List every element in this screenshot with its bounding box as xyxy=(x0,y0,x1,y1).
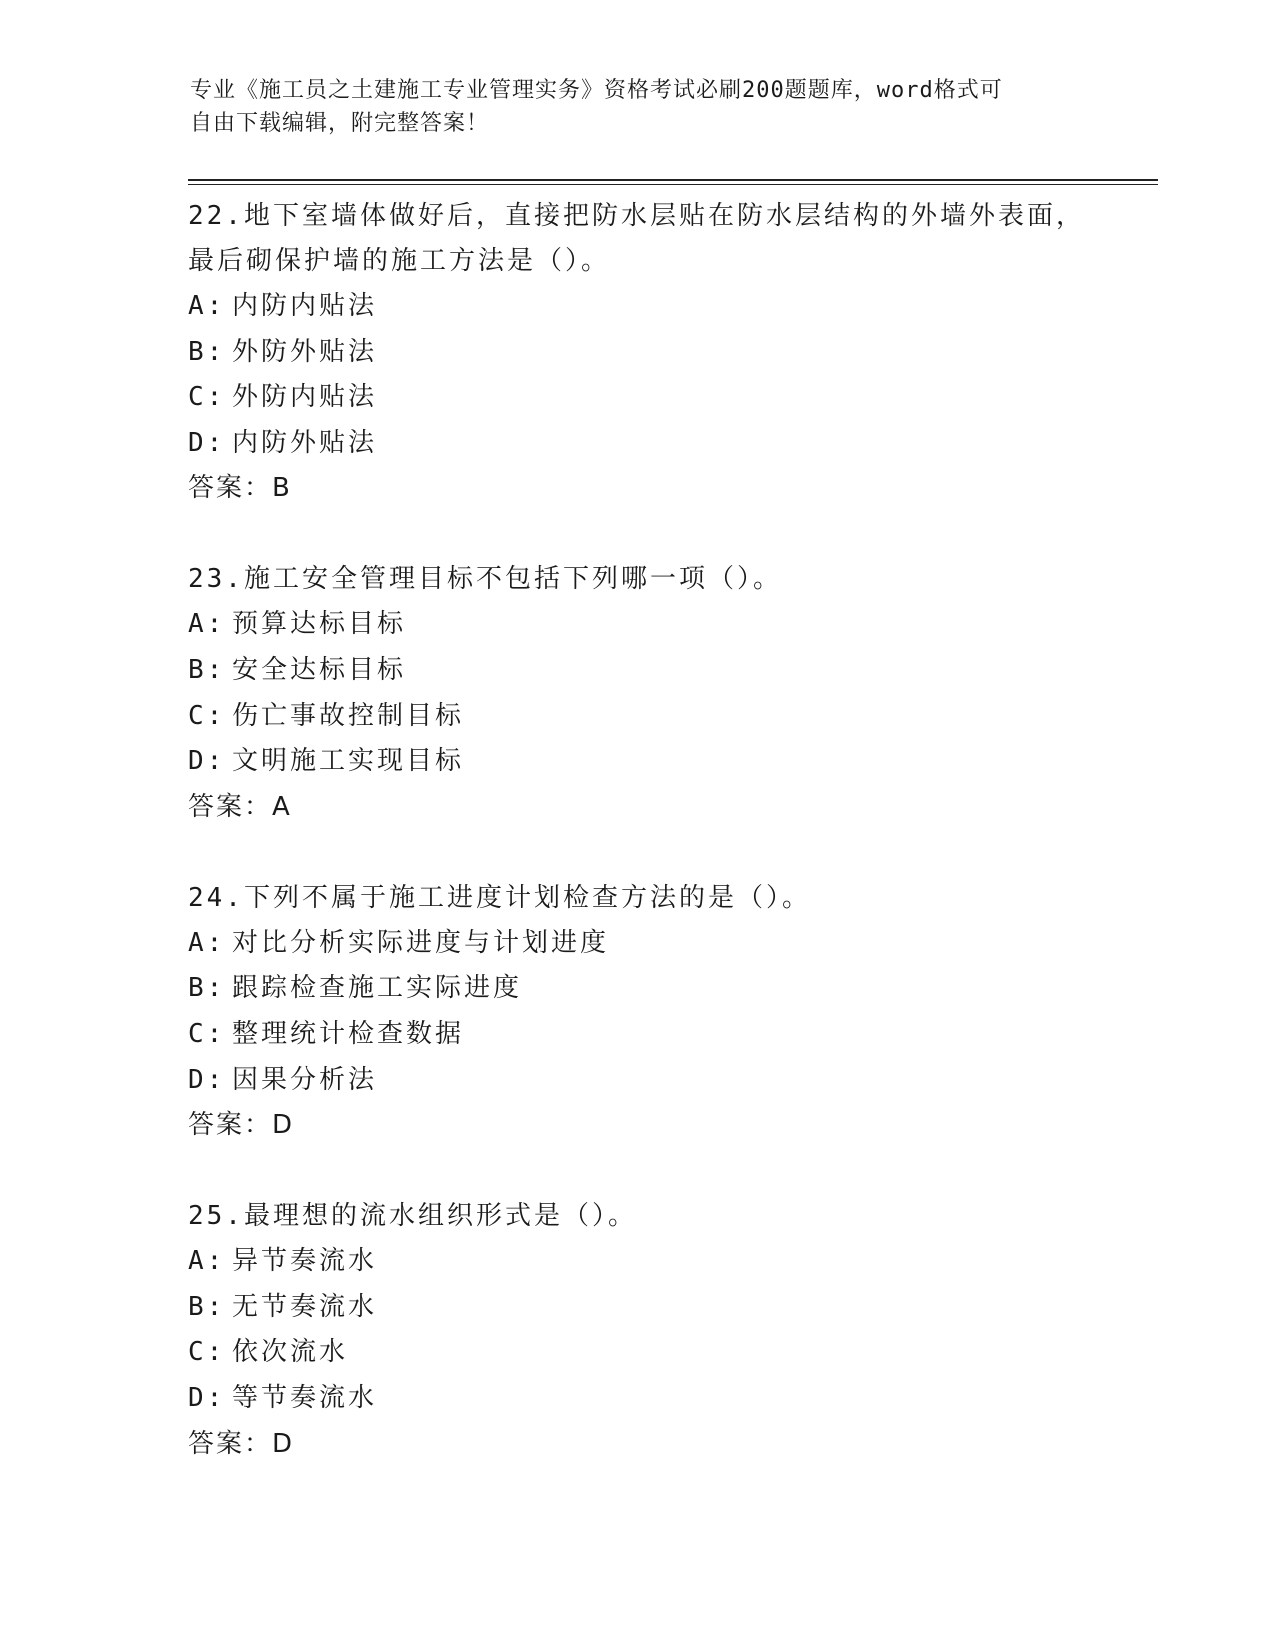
question-23 xyxy=(188,557,1148,829)
option-text: 预算达标目标 xyxy=(232,609,407,640)
option-text: 依次流水 xyxy=(232,1337,349,1368)
option-a xyxy=(188,602,1148,648)
answer-line: 答案：B xyxy=(188,473,292,504)
option-d xyxy=(188,1376,1148,1422)
header-divider-thin xyxy=(188,184,1158,185)
question-22 xyxy=(188,194,1148,511)
option-text: 跟踪检查施工实际进度 xyxy=(232,973,523,1004)
option-d xyxy=(188,1058,1148,1104)
question-list xyxy=(188,194,1148,1513)
question-24 xyxy=(188,876,1148,1148)
option-text: 外防外贴法 xyxy=(232,336,378,367)
option-text: 伤亡事故控制目标 xyxy=(232,700,465,731)
option-text: 内防内贴法 xyxy=(232,291,378,321)
answer-line: 答案：D xyxy=(188,1428,295,1459)
option-text: 无节奏流水 xyxy=(232,1291,378,1322)
answer-line: 答案：A xyxy=(188,791,292,822)
option-b xyxy=(188,330,1148,376)
option-text: 文明施工实现目标 xyxy=(232,746,465,777)
option-b xyxy=(188,1285,1148,1331)
option-c xyxy=(188,1012,1148,1058)
question-stem-line-1: 23.施工安全管理目标不包括下列哪一项（）。 xyxy=(188,564,782,595)
option-text: 内防外贴法 xyxy=(232,427,378,458)
option-letter: A: xyxy=(188,609,226,640)
option-letter: C: xyxy=(188,382,226,413)
header-line-2: 自由下载编辑，附完整答案！ xyxy=(190,111,490,136)
option-letter: C: xyxy=(188,1018,226,1049)
option-letter: A: xyxy=(188,927,226,958)
header-line-1: 专业《施工员之土建施工专业管理实务》资格考试必刷200题题库，word格式可 xyxy=(190,78,1003,103)
option-text: 对比分析实际进度与计划进度 xyxy=(232,927,610,958)
option-c xyxy=(188,694,1148,740)
option-letter: B: xyxy=(188,654,226,685)
option-d xyxy=(188,739,1148,785)
question-stem-line-2: 最后砌保护墙的施工方法是（）。 xyxy=(188,246,611,276)
answer-line: 答案：D xyxy=(188,1110,295,1141)
question-stem-line-1: 24.下列不属于施工进度计划检查方法的是（）。 xyxy=(188,882,811,913)
option-b xyxy=(188,966,1148,1012)
option-letter: C: xyxy=(188,700,226,731)
option-letter: B: xyxy=(188,1291,226,1322)
option-text: 因果分析法 xyxy=(232,1064,378,1095)
option-b xyxy=(188,648,1148,694)
option-letter: D: xyxy=(188,746,226,777)
option-c xyxy=(188,375,1148,421)
option-letter: A: xyxy=(188,1246,226,1277)
option-a xyxy=(188,921,1148,967)
option-a xyxy=(188,284,1148,330)
document-header xyxy=(190,74,1090,140)
option-letter: B: xyxy=(188,336,226,367)
option-text: 异节奏流水 xyxy=(232,1246,378,1277)
option-letter: D: xyxy=(188,1382,226,1413)
option-a xyxy=(188,1239,1148,1285)
option-letter: A: xyxy=(188,291,226,321)
option-letter: C: xyxy=(188,1337,226,1368)
option-text: 等节奏流水 xyxy=(232,1382,378,1413)
question-stem-line-1: 22.地下室墙体做好后，直接把防水层贴在防水层结构的外墙外表面， xyxy=(188,201,1085,231)
option-text: 安全达标目标 xyxy=(232,654,407,685)
question-stem-line-1: 25.最理想的流水组织形式是（）。 xyxy=(188,1201,637,1232)
option-text: 外防内贴法 xyxy=(232,382,378,413)
question-25 xyxy=(188,1194,1148,1466)
option-c xyxy=(188,1330,1148,1376)
option-letter: B: xyxy=(188,973,226,1004)
option-letter: D: xyxy=(188,427,226,458)
header-divider-thick xyxy=(188,179,1158,181)
option-letter: D: xyxy=(188,1064,226,1095)
option-text: 整理统计检查数据 xyxy=(232,1018,465,1049)
option-d xyxy=(188,421,1148,467)
